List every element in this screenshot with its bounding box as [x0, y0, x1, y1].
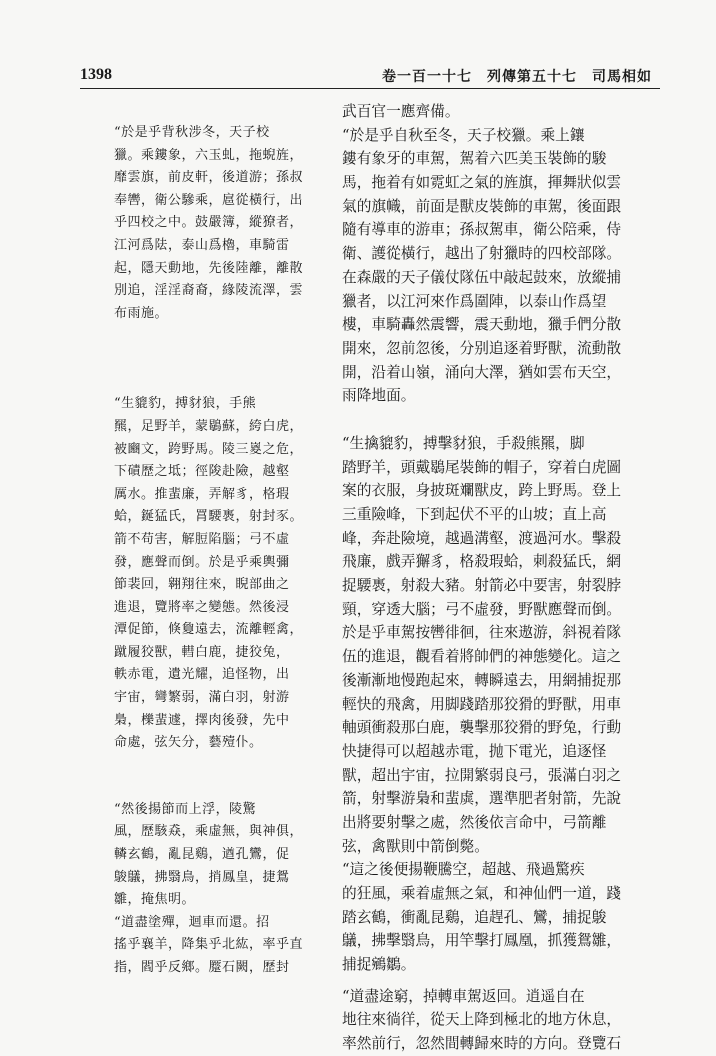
- classical-text-column: [114, 100, 320, 980]
- text-line: 進退，覽將率之變態。然後浸: [114, 599, 290, 615]
- classical-paragraph-1: [114, 122, 320, 325]
- text-line: “生貔豹，搏豺狼，手熊: [114, 396, 257, 412]
- text-line: 別追，淫淫裔裔，緣陵流澤，雲: [114, 283, 304, 299]
- text-line: 隨有導車的游車；孫叔駕車，衛公陪乘，侍: [342, 221, 622, 239]
- text-line: 鵔鸃，拂翳鳥，捎鳳皇，捷鴛: [114, 869, 290, 885]
- text-line: 蹴履狡獸，轊白鹿，捷狡兔，: [114, 644, 290, 660]
- text-line: 鏤有象牙的車駕，駕着六匹美玉裝飾的駿: [342, 150, 607, 168]
- classical-paragraph-3: [114, 799, 320, 980]
- text-line: 羆，足野羊，蒙鶡蘇，絝白虎，: [114, 418, 304, 434]
- running-header: [80, 58, 660, 89]
- text-line: 捉騕褭，射殺大豬。射箭必中要害，射裂脖: [342, 577, 622, 595]
- text-line: 輕快的飛禽，用脚踐踏那狡猾的野獸，用車: [342, 695, 622, 713]
- running-title: 卷一百一十七 列傳第五十七 司馬相如: [382, 69, 652, 85]
- text-line: 雨降地面。: [342, 387, 416, 405]
- text-line: 獸，超出宇宙，拉開繁弱良弓，張滿白羽之: [342, 766, 622, 784]
- text-line: 潭促節，倏敻遠去，流離輕禽，: [114, 622, 304, 638]
- translation-paragraph-1: [342, 100, 638, 408]
- page-number: 1398: [80, 66, 112, 83]
- translation-paragraph-3: [342, 858, 638, 976]
- text-line: 梟，櫟蜚遽，擇肉後發，先中: [114, 712, 290, 728]
- text-line: 在森嚴的天子儀仗隊伍中敲起鼓來，放縱捕: [342, 268, 622, 286]
- text-line: 快捷得可以超越赤電，抛下電光，追逐怪: [342, 742, 607, 760]
- text-line: “然後揚節而上浮，陵驚: [114, 801, 257, 817]
- text-line: 衛、護從橫行，越出了射獵時的四校部隊。: [342, 245, 622, 263]
- text-line: “於是乎自秋至冬，天子校獵。乘上鑲: [342, 126, 585, 144]
- text-line: 於是乎車駕按轡徘徊，往來遨游，斜視着隊: [342, 624, 622, 642]
- text-line: 厲水。推蜚廉，弄解豸，格瑕: [114, 486, 290, 502]
- text-line: 下磧歷之坻；徑陖赴險，越壑: [114, 464, 290, 480]
- text-line: 獵。乘鏤象，六玉虬，拖蜺旌，: [114, 147, 304, 163]
- text-line: 搖乎襄羊，降集乎北紘，率乎直: [114, 937, 304, 953]
- text-line: “生擒貔豹，搏擊豺狼，手殺熊羆，脚: [342, 434, 585, 452]
- text-line: 雛，掩焦明。: [114, 892, 196, 908]
- text-line: 命處，弦矢分，藝殪仆。: [114, 735, 263, 751]
- text-line: 氣的旗幟，前面是獸皮裝飾的車駕，後面跟: [342, 197, 622, 215]
- text-line: 武百官一應齊備。: [342, 103, 460, 120]
- text-line: 開來，忽前忽後，分别追逐着野獸，流動散: [342, 339, 622, 357]
- text-line: 後漸漸地慢跑起來，轉瞬遠去，用網捕捉那: [342, 671, 622, 689]
- text-line: 宇宙，彎繁弱，滿白羽，射游: [114, 690, 290, 706]
- text-line: 開，沿着山嶺，涌向大澤，猶如雲布天空，: [342, 363, 622, 381]
- text-line: “於是乎背秋涉冬，天子校: [114, 125, 270, 140]
- text-line: 箭，射擊游梟和蜚虡，選準肥者射箭，先說: [342, 790, 622, 808]
- text-line: 節裴回，翱翔往來，睨部曲之: [114, 577, 290, 593]
- text-line: “道盡途窮，掉轉車駕返回。逍遥自在: [342, 987, 585, 1005]
- classical-paragraph-2: [114, 393, 320, 755]
- text-line: “道盡塗殫，迴車而還。招: [114, 914, 270, 930]
- text-line: 飛廉，戲弄獬豸，格殺瑕蛤，刺殺猛氏，網: [342, 553, 622, 571]
- text-line: 獵者，以江河來作爲圍陣，以泰山作爲望: [342, 292, 607, 310]
- text-line: 馬，拖着有如霓虹之氣的旌旗，揮舞狀似雲: [342, 174, 622, 192]
- text-line: 指，閻乎反鄉。蹷石闕，歷封: [114, 960, 290, 975]
- text-line: 出將要射擊之處，然後依言命中，弓箭離: [342, 813, 607, 831]
- text-line: 踏玄鶴，衝亂昆鷄，追趕孔、鸞，捕捉鵔: [342, 908, 607, 926]
- text-line: 鸃，拂擊翳鳥，用竿擊打鳳凰，抓獲鴛雛，: [342, 932, 622, 950]
- text-line: 靡雲旗，前皮軒，後道游；孫叔: [114, 170, 304, 186]
- translation-paragraph-2: [342, 432, 638, 858]
- text-line: 的狂風，乘着虛無之氣，和神仙們一道，踐: [342, 885, 622, 902]
- text-line: 率然前行，忽然間轉歸來時的方向。登覽石: [342, 1035, 622, 1053]
- text-line: 捕捉鵷鶵。: [342, 956, 416, 974]
- text-line: 箭不苟害，解脰陷腦；弓不虛: [114, 531, 290, 547]
- text-line: 樓，車騎轟然震響，震天動地，獵手們分散: [342, 316, 622, 334]
- text-line: 奉轡，衛公驂乘，扈從橫行，出: [114, 192, 304, 208]
- text-line: 布雨施。: [114, 305, 169, 321]
- text-line: 蛤，鋋猛氏，罥騕褭，射封豕。: [114, 509, 304, 525]
- text-line: 地往來徜徉，從天上降到極北的地方休息，: [342, 1011, 622, 1029]
- text-line: 踏野羊，頭戴鶡尾裝飾的帽子，穿着白虎圖: [342, 458, 622, 476]
- text-line: 弦，禽獸則中箭倒斃。: [342, 837, 489, 855]
- text-line: 頸，穿透大腦；弓不虛發，野獸應聲而倒。: [342, 600, 622, 618]
- text-line: 被豳文，跨野馬。陵三嵏之危，: [114, 441, 304, 457]
- text-line: 三重險峰，下到起伏不平的山坡；直上高: [342, 506, 607, 523]
- text-line: 轔玄鶴，亂昆鷄，遒孔鸞，促: [114, 847, 290, 863]
- translation-paragraph-4: [342, 985, 638, 1056]
- text-line: 峰，奔赴險境，越過溝壑，渡過河水。擊殺: [342, 529, 622, 547]
- text-line: 案的衣服，身披斑斕獸皮，跨上野馬。登上: [342, 482, 622, 500]
- text-line: 軸頭衝殺那白鹿，襲擊那狡猾的野兔，行動: [342, 719, 622, 737]
- text-line: 起，隱天動地，先後陸離，離散: [114, 260, 304, 276]
- text-line: 伍的進退，觀看着將帥們的神態變化。這之: [342, 648, 622, 666]
- text-line: 風，歷駭猋，乘虛無，與神俱，: [114, 824, 304, 840]
- text-line: 發，應聲而倒。於是乎乘輿彌: [114, 554, 290, 570]
- text-line: 乎四校之中。鼓嚴簿，縱獠者，: [114, 215, 304, 231]
- text-line: 軼赤電，遺光耀，追怪物，出: [114, 667, 290, 683]
- text-line: “這之後便揚鞭騰空，超越、飛過驚疾: [342, 861, 585, 879]
- text-line: 江河爲阹，泰山爲櫓，車騎雷: [114, 237, 290, 253]
- translation-text-column: [342, 100, 638, 1056]
